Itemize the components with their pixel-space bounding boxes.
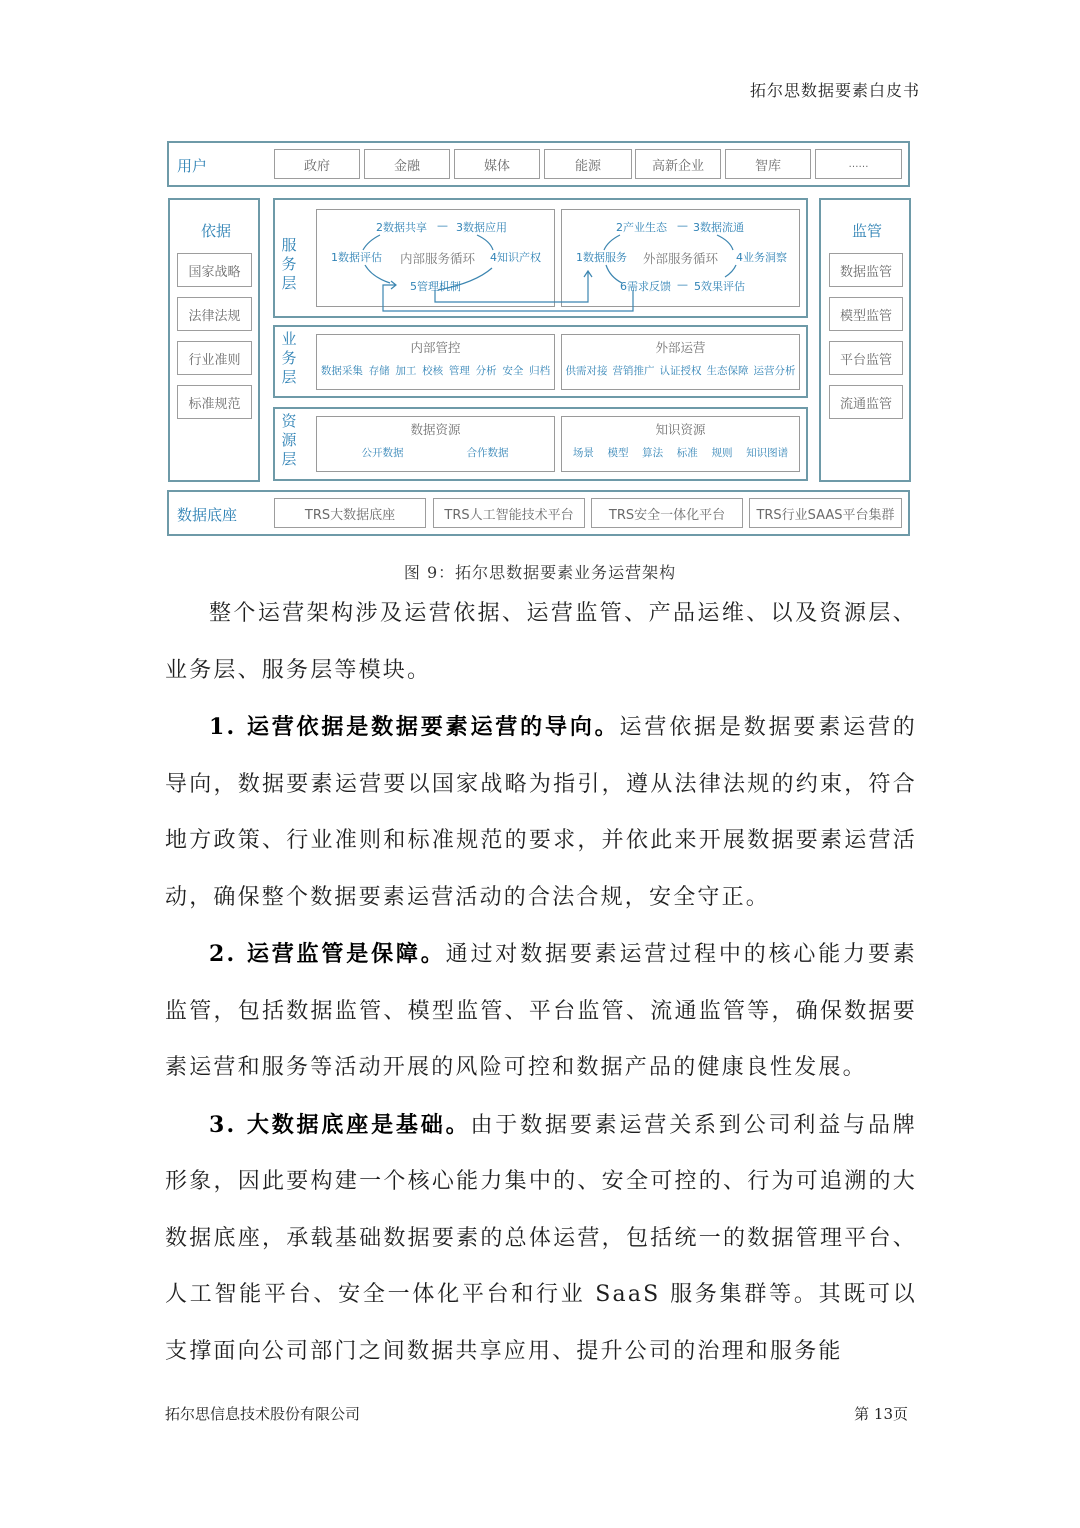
paragraph-text: 运营依据是数据要素运营的导向，数据要素运营要以国家战略为指引，遵从法律法规的约束，符合地方政策、行业准则和标准规范的要求，并依此来开展数据要素运营活动，确保整个数据要素运营活动的合法合规，安全守正。 <box>165 715 917 910</box>
basis-item: 法律法规 <box>177 297 252 331</box>
basis-item: 行业准则 <box>177 341 252 375</box>
resource-item: 标准 <box>676 447 698 459</box>
business-item: 认证授权 <box>659 365 702 377</box>
data-resource-title: 数据资源 <box>410 422 461 437</box>
user-tile: 高新企业 <box>635 149 721 179</box>
resource-item: 规则 <box>711 447 733 459</box>
business-item: 数据采集 <box>320 365 363 377</box>
user-tile: 金融 <box>364 149 450 179</box>
supervision-item: 平台监管 <box>829 341 903 375</box>
paragraph-text: 整个运营架构涉及运营依据、运营监管、产品运维、以及资源层、业务层、服务层等模块。 <box>165 601 917 683</box>
business-item: 存储 <box>368 365 390 377</box>
document-header-title: 拓尔思数据要素白皮书 <box>749 81 920 100</box>
service-layer-label: 服务层 <box>281 236 297 292</box>
supervision-item: 数据监管 <box>829 253 903 287</box>
business-item: 生态保障 <box>706 365 749 377</box>
user-tile: …… <box>815 149 902 179</box>
resource-item: 模型 <box>607 447 629 459</box>
paragraph-lead: 2. 运营监管是保障。 <box>209 941 446 967</box>
internal-loop-title: 内部服务循环 <box>400 251 476 266</box>
data-resource-items <box>330 445 540 460</box>
internal-node-1: 1数据评估 <box>331 251 382 264</box>
supervision-label: 监管 <box>852 222 883 240</box>
business-item: 营销推广 <box>612 365 655 377</box>
external-operation-items <box>563 363 798 378</box>
basis-label: 依据 <box>201 222 232 240</box>
foundation-label: 数据底座 <box>177 506 238 524</box>
resource-layer-label: 资源层 <box>281 412 297 468</box>
external-node-3: 3数据流通 <box>693 221 744 234</box>
business-item: 安全 <box>502 365 524 377</box>
internal-node-3: 3数据应用 <box>456 221 507 234</box>
basis-column <box>168 198 260 482</box>
external-node-5: 5效果评估 <box>694 280 745 293</box>
supervision-item: 模型监管 <box>829 297 903 331</box>
internal-node-4: 4知识产权 <box>490 251 541 264</box>
user-tile: 智库 <box>725 149 811 179</box>
internal-control-items <box>318 363 553 378</box>
paragraph <box>165 926 917 1097</box>
knowledge-resource-title: 知识资源 <box>655 422 706 437</box>
foundation-tile: TRS人工智能技术平台 <box>433 498 585 528</box>
paragraph <box>165 585 917 699</box>
external-dash-top: — <box>677 219 688 232</box>
foundation-tile: TRS行业SAAS平台集群 <box>749 498 902 528</box>
business-item: 运营分析 <box>753 365 796 377</box>
paragraph-text: 通过对数据要素运营过程中的核心能力要素监管，包括数据监管、模型监管、平台监管、流通监管等，确保数据要素运营和服务等活动开展的风险可控和数据产品的健康良性发展。 <box>165 942 917 1080</box>
basis-item: 标准规范 <box>177 385 252 419</box>
business-item: 校核 <box>422 365 444 377</box>
figure-caption: 图 9：拓尔思数据要素业务运营架构 <box>403 563 677 582</box>
supervision-item: 流通监管 <box>829 385 903 419</box>
business-item: 加工 <box>395 365 417 377</box>
paragraph <box>165 699 917 926</box>
business-item: 分析 <box>475 365 497 377</box>
supervision-column <box>819 198 911 482</box>
external-node-2: 2产业生态 <box>616 221 667 234</box>
paragraph <box>165 1097 917 1381</box>
internal-node-2: 2数据共享 <box>376 221 427 234</box>
knowledge-resource-items <box>566 445 795 460</box>
internal-node-5: 5管理机制 <box>410 280 461 293</box>
footer-page-number: 第 13页 <box>854 1405 908 1423</box>
external-node-6: 6需求反馈 <box>620 280 671 293</box>
external-dash-bottom: — <box>677 278 688 291</box>
resource-item: 场景 <box>572 447 594 459</box>
users-label: 用户 <box>177 157 208 175</box>
resource-item: 知识图谱 <box>746 447 789 459</box>
internal-dash: — <box>437 219 448 232</box>
foundation-tile: TRS大数据底座 <box>274 498 426 528</box>
footer-company: 拓尔思信息技术股份有限公司 <box>165 1405 361 1423</box>
business-item: 供需对接 <box>565 365 608 377</box>
user-tile: 媒体 <box>454 149 540 179</box>
body-text <box>165 585 917 1380</box>
user-tile: 政府 <box>274 149 360 179</box>
external-node-4: 4业务洞察 <box>736 251 787 264</box>
foundation-tile: TRS安全一体化平台 <box>591 498 743 528</box>
user-tile: 能源 <box>544 149 632 179</box>
paragraph-text: 由于数据要素运营关系到公司利益与品牌形象，因此要构建一个核心能力集中的、安全可控的、行为可追溯的大数据底座，承载基础数据要素的总体运营，包括统一的数据管理平台、人工智能平台、安全一体化平台和行业 SaaS 服务集群等。其既可以支撑面向公司部门之间数据共享应用、提升公司的治理和服务能 <box>165 1112 918 1364</box>
external-loop-title: 外部服务循环 <box>643 251 719 266</box>
business-item: 归档 <box>529 365 551 377</box>
resource-item: 合作数据 <box>466 447 509 459</box>
resource-item: 公开数据 <box>361 447 404 459</box>
resource-item: 算法 <box>642 447 664 459</box>
internal-control-title: 内部管控 <box>410 340 461 355</box>
external-operation-title: 外部运营 <box>655 340 706 355</box>
basis-item: 国家战略 <box>177 253 252 287</box>
business-item: 管理 <box>448 365 470 377</box>
business-layer-label: 业务层 <box>281 330 297 386</box>
external-node-1: 1数据服务 <box>576 251 627 264</box>
paragraph-lead: 1. 运营依据是数据要素运营的导向。 <box>209 714 620 740</box>
paragraph-lead: 3. 大数据底座是基础。 <box>209 1111 471 1138</box>
